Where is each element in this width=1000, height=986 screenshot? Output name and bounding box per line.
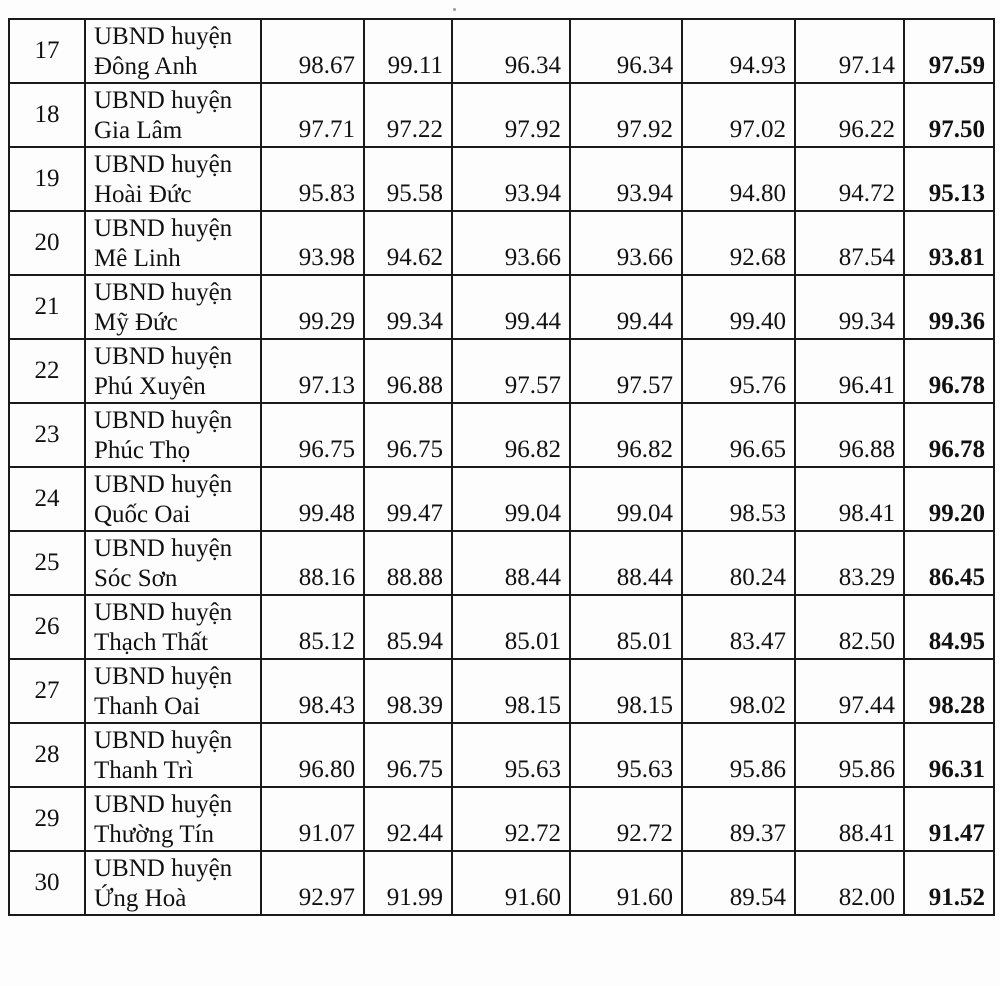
unit-type-label: UBND huyện [94, 215, 233, 242]
row-number-cell: 22 [9, 339, 85, 403]
score-cell: 82.00 [795, 851, 904, 915]
score-cell: 96.82 [570, 403, 682, 467]
score-cell: 99.04 [570, 467, 682, 531]
score-cell: 93.94 [452, 147, 570, 211]
row-number-cell: 29 [9, 787, 85, 851]
unit-name-cell [85, 723, 261, 787]
total-score-cell: 95.13 [904, 147, 994, 211]
score-cell: 97.57 [452, 339, 570, 403]
score-cell: 95.76 [682, 339, 795, 403]
total-score-cell: 91.47 [904, 787, 994, 851]
total-score-cell: 96.78 [904, 403, 994, 467]
score-table-body [9, 19, 994, 915]
score-cell: 93.98 [261, 211, 364, 275]
score-cell: 99.47 [364, 467, 452, 531]
score-cell: 91.07 [261, 787, 364, 851]
unit-district-label: Hoài Đức [94, 181, 192, 208]
unit-type-label: UBND huyện [94, 279, 233, 306]
score-cell: 80.24 [682, 531, 795, 595]
scan-speck [453, 8, 456, 11]
table-row [9, 147, 994, 211]
unit-name-cell [85, 339, 261, 403]
score-cell: 97.22 [364, 83, 452, 147]
unit-type-label: UBND huyện [94, 791, 233, 818]
score-cell: 85.01 [570, 595, 682, 659]
row-number-cell: 28 [9, 723, 85, 787]
unit-name-cell [85, 211, 261, 275]
total-score-cell: 96.78 [904, 339, 994, 403]
table-row [9, 19, 994, 83]
total-score-cell: 86.45 [904, 531, 994, 595]
unit-name-cell [85, 531, 261, 595]
unit-district-label: Quốc Oai [94, 501, 191, 528]
unit-type-label: UBND huyện [94, 343, 233, 370]
score-cell: 99.11 [364, 19, 452, 83]
score-cell: 99.44 [570, 275, 682, 339]
score-cell: 97.14 [795, 19, 904, 83]
score-cell: 85.12 [261, 595, 364, 659]
score-cell: 88.41 [795, 787, 904, 851]
score-cell: 96.34 [570, 19, 682, 83]
score-cell: 92.97 [261, 851, 364, 915]
total-score-cell: 97.59 [904, 19, 994, 83]
score-cell: 95.86 [682, 723, 795, 787]
row-number-cell: 24 [9, 467, 85, 531]
score-cell: 98.15 [570, 659, 682, 723]
score-cell: 91.60 [452, 851, 570, 915]
score-cell: 95.86 [795, 723, 904, 787]
unit-type-label: UBND huyện [94, 535, 233, 562]
row-number-cell: 23 [9, 403, 85, 467]
score-cell: 98.43 [261, 659, 364, 723]
unit-district-label: Phú Xuyên [94, 373, 206, 400]
unit-type-label: UBND huyện [94, 87, 233, 114]
row-number-cell: 30 [9, 851, 85, 915]
table-row [9, 595, 994, 659]
unit-name-cell [85, 275, 261, 339]
score-cell: 97.57 [570, 339, 682, 403]
score-cell: 94.80 [682, 147, 795, 211]
score-cell: 98.53 [682, 467, 795, 531]
score-cell: 96.75 [261, 403, 364, 467]
score-cell: 96.82 [452, 403, 570, 467]
score-cell: 92.72 [570, 787, 682, 851]
unit-district-label: Đông Anh [94, 53, 198, 80]
score-cell: 83.47 [682, 595, 795, 659]
score-cell: 94.72 [795, 147, 904, 211]
score-cell: 94.62 [364, 211, 452, 275]
unit-district-label: Mỹ Đức [94, 309, 178, 336]
score-cell: 96.80 [261, 723, 364, 787]
unit-type-label: UBND huyện [94, 855, 233, 882]
table-row [9, 531, 994, 595]
table-row [9, 467, 994, 531]
total-score-cell: 91.52 [904, 851, 994, 915]
score-cell: 97.92 [452, 83, 570, 147]
score-cell: 93.66 [570, 211, 682, 275]
score-cell: 97.02 [682, 83, 795, 147]
total-score-cell: 93.81 [904, 211, 994, 275]
score-cell: 88.44 [452, 531, 570, 595]
score-cell: 88.44 [570, 531, 682, 595]
score-cell: 88.16 [261, 531, 364, 595]
unit-type-label: UBND huyện [94, 407, 233, 434]
table-row [9, 211, 994, 275]
unit-type-label: UBND huyện [94, 23, 233, 50]
table-row [9, 659, 994, 723]
unit-name-cell [85, 403, 261, 467]
unit-type-label: UBND huyện [94, 151, 233, 178]
score-table [8, 18, 995, 916]
table-row [9, 851, 994, 915]
row-number-cell: 27 [9, 659, 85, 723]
score-cell: 95.63 [570, 723, 682, 787]
score-cell: 96.88 [364, 339, 452, 403]
total-score-cell: 98.28 [904, 659, 994, 723]
row-number-cell: 17 [9, 19, 85, 83]
score-cell: 89.54 [682, 851, 795, 915]
unit-district-label: Thường Tín [94, 821, 215, 848]
table-row [9, 787, 994, 851]
score-cell: 94.93 [682, 19, 795, 83]
unit-district-label: Thanh Oai [94, 693, 201, 720]
score-cell: 96.65 [682, 403, 795, 467]
score-cell: 87.54 [795, 211, 904, 275]
score-cell: 97.44 [795, 659, 904, 723]
score-cell: 93.94 [570, 147, 682, 211]
score-cell: 96.41 [795, 339, 904, 403]
score-cell: 95.63 [452, 723, 570, 787]
unit-district-label: Thanh Trì [94, 757, 194, 784]
total-score-cell: 99.36 [904, 275, 994, 339]
score-cell: 91.99 [364, 851, 452, 915]
score-cell: 82.50 [795, 595, 904, 659]
score-cell: 95.58 [364, 147, 452, 211]
row-number-cell: 26 [9, 595, 85, 659]
score-cell: 96.75 [364, 723, 452, 787]
score-cell: 98.67 [261, 19, 364, 83]
score-cell: 93.66 [452, 211, 570, 275]
score-cell: 97.13 [261, 339, 364, 403]
score-cell: 96.88 [795, 403, 904, 467]
table-row [9, 83, 994, 147]
score-cell: 95.83 [261, 147, 364, 211]
score-cell: 98.02 [682, 659, 795, 723]
score-cell: 89.37 [682, 787, 795, 851]
unit-district-label: Ứng Hoà [94, 885, 187, 912]
score-cell: 98.41 [795, 467, 904, 531]
table-row [9, 339, 994, 403]
unit-district-label: Mê Linh [94, 245, 181, 272]
score-cell: 97.71 [261, 83, 364, 147]
score-cell: 99.48 [261, 467, 364, 531]
score-cell: 96.75 [364, 403, 452, 467]
unit-district-label: Sóc Sơn [94, 565, 178, 592]
row-number-cell: 21 [9, 275, 85, 339]
row-number-cell: 18 [9, 83, 85, 147]
unit-district-label: Phúc Thọ [94, 437, 191, 464]
score-cell: 83.29 [795, 531, 904, 595]
score-cell: 88.88 [364, 531, 452, 595]
unit-name-cell [85, 467, 261, 531]
total-score-cell: 97.50 [904, 83, 994, 147]
unit-type-label: UBND huyện [94, 471, 233, 498]
unit-name-cell [85, 147, 261, 211]
table-row [9, 403, 994, 467]
total-score-cell: 84.95 [904, 595, 994, 659]
score-cell: 85.01 [452, 595, 570, 659]
unit-name-cell [85, 19, 261, 83]
score-cell: 91.60 [570, 851, 682, 915]
score-cell: 85.94 [364, 595, 452, 659]
score-cell: 92.44 [364, 787, 452, 851]
unit-name-cell [85, 659, 261, 723]
score-cell: 98.15 [452, 659, 570, 723]
unit-name-cell [85, 595, 261, 659]
total-score-cell: 96.31 [904, 723, 994, 787]
score-cell: 98.39 [364, 659, 452, 723]
score-cell: 96.34 [452, 19, 570, 83]
unit-name-cell [85, 787, 261, 851]
score-cell: 92.72 [452, 787, 570, 851]
unit-type-label: UBND huyện [94, 599, 233, 626]
score-cell: 99.40 [682, 275, 795, 339]
unit-district-label: Gia Lâm [94, 117, 183, 144]
score-cell: 99.44 [452, 275, 570, 339]
row-number-cell: 19 [9, 147, 85, 211]
score-cell: 99.34 [795, 275, 904, 339]
unit-name-cell [85, 83, 261, 147]
row-number-cell: 20 [9, 211, 85, 275]
unit-name-cell [85, 851, 261, 915]
unit-district-label: Thạch Thất [94, 629, 209, 656]
unit-type-label: UBND huyện [94, 727, 233, 754]
score-cell: 96.22 [795, 83, 904, 147]
score-cell: 99.29 [261, 275, 364, 339]
table-row [9, 723, 994, 787]
score-cell: 99.04 [452, 467, 570, 531]
table-row [9, 275, 994, 339]
score-cell: 99.34 [364, 275, 452, 339]
row-number-cell: 25 [9, 531, 85, 595]
unit-type-label: UBND huyện [94, 663, 233, 690]
score-cell: 92.68 [682, 211, 795, 275]
total-score-cell: 99.20 [904, 467, 994, 531]
score-cell: 97.92 [570, 83, 682, 147]
